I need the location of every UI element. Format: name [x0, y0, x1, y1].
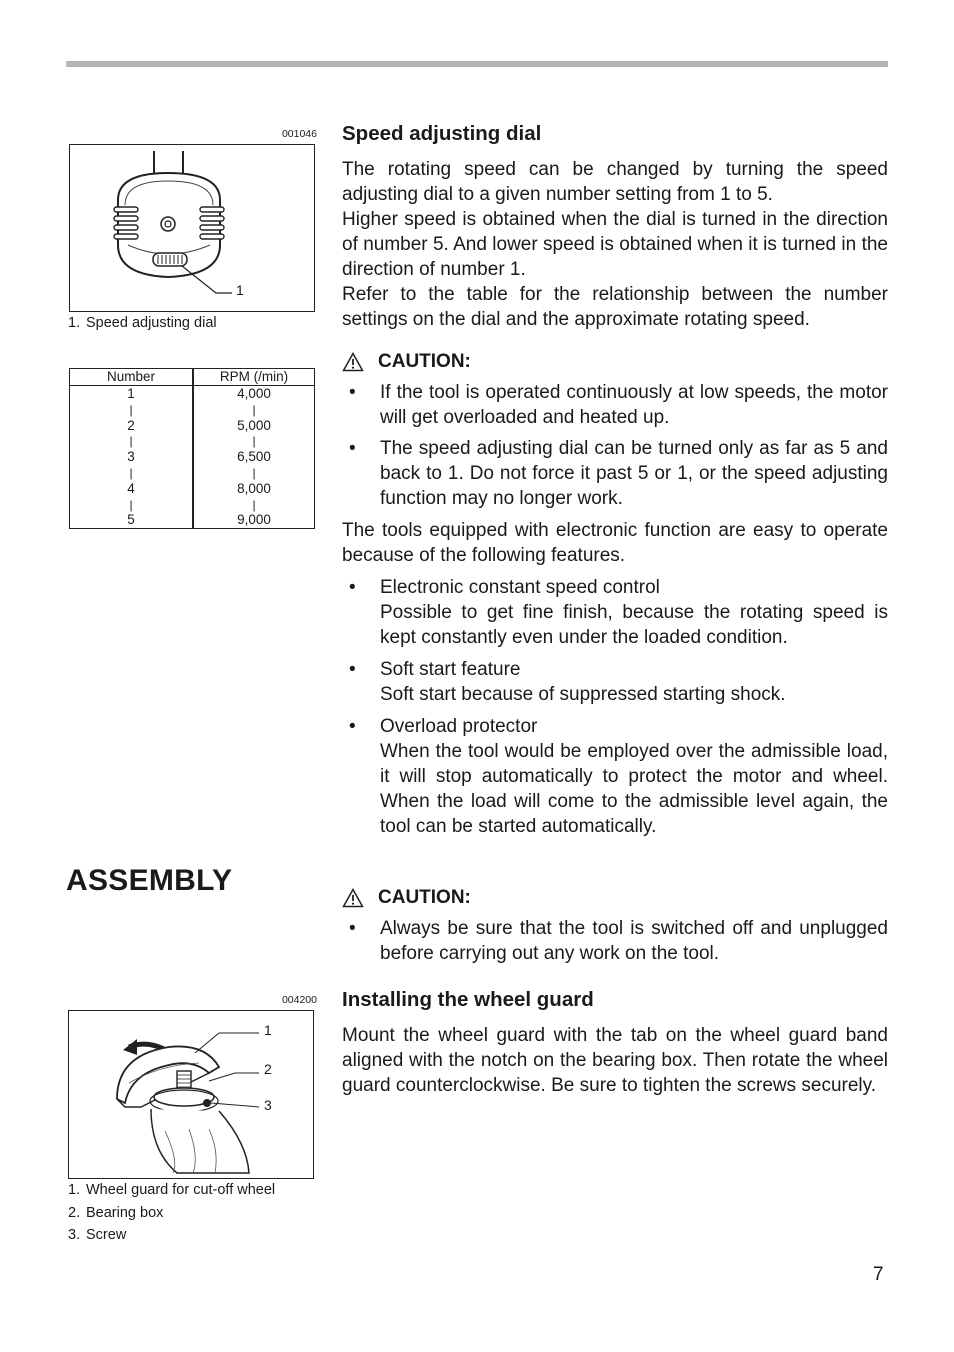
table-cell-number: 4 — [127, 480, 135, 496]
list-item: • Overload protector When the tool would be employed over the admissible load, it will stop automatically to protect the motor and wheel. When the load will come to the admissible level again, the tool can be started automatically. — [349, 716, 888, 837]
paragraph: Higher speed is obtained when the dial is turned in the direction of number 5. And lower speed is obtained when it is turned in the direction of number 1. — [342, 209, 888, 280]
rpm-table — [69, 368, 315, 529]
callout-1: 1 — [264, 1022, 272, 1038]
legend-item: 1. Speed adjusting dial — [68, 315, 217, 331]
caution-heading — [342, 887, 471, 909]
wheel-guard-illustration — [69, 1011, 312, 1177]
column-header-number: Number — [106, 369, 155, 384]
table-cell-rpm: 9,000 — [237, 512, 271, 528]
table-cell-number: 2 — [127, 417, 135, 433]
list-item: • Electronic constant speed control Possible to get fine finish, because the rotating speed is kept constantly even under the loaded condition. — [349, 577, 888, 648]
table-separator: | — [129, 434, 133, 449]
table-cell-number: 5 — [127, 512, 135, 528]
callout-2: 2 — [264, 1061, 272, 1077]
top-rule — [66, 61, 888, 67]
speed-dial-body — [342, 157, 888, 332]
wheel-guard-figure — [68, 1010, 314, 1179]
legend-item: 2. Bearing box — [68, 1204, 164, 1221]
table-cell-rpm: 5,000 — [237, 417, 271, 433]
table-cell-rpm: 8,000 — [237, 480, 271, 496]
table-separator: | — [129, 402, 133, 417]
wheel-guard-body: Mount the wheel guard with the tab on the wheel guard band aligned with the notch on the bearing box. Then rotate the wheel guard counterclockwise. Be sure to tighten the screws securely. — [342, 1025, 888, 1096]
caution-label: CAUTION: — [378, 887, 471, 908]
table-separator: | — [129, 497, 133, 512]
caution-heading — [342, 351, 471, 373]
legend-item: 1. Wheel guard for cut-off wheel — [68, 1182, 276, 1198]
figure1-legend — [68, 312, 217, 335]
callout-1: 1 — [236, 282, 244, 298]
warning-icon — [342, 352, 364, 372]
wheel-guard-heading: Installing the wheel guard — [342, 988, 594, 1011]
table-separator: | — [252, 434, 256, 449]
list-item: • If the tool is operated continuously at low speeds, the motor will get overloaded and heated up. — [349, 382, 888, 428]
figure-code: 001046 — [281, 128, 317, 140]
features-list — [342, 575, 888, 845]
table-cell-number: 1 — [127, 386, 135, 401]
callout-3: 3 — [264, 1097, 272, 1113]
grinder-rear-illustration — [70, 145, 313, 310]
legend-item: 3. Screw — [68, 1227, 127, 1243]
paragraph: The rotating speed can be changed by turning the speed adjusting dial to a given number setting from 1 to 5. — [342, 159, 888, 205]
list-item: • Soft start feature Soft start because of suppressed starting shock. — [349, 659, 786, 705]
list-item: • Always be sure that the tool is switched off and unplugged before carrying out any work on the tool. — [349, 918, 888, 964]
list-item: • The speed adjusting dial can be turned only as far as 5 and back to 1. Do not force it past 5 or 1, or the speed adjusting function may no longer work. — [349, 438, 888, 509]
figure-code: 004200 — [281, 994, 317, 1006]
paragraph: Refer to the table for the relationship between the number settings on the dial and the approximate rotating speed. — [342, 284, 888, 330]
assembly-caution-list — [342, 916, 888, 972]
table-cell-number: 3 — [127, 449, 135, 465]
table-separator: | — [252, 497, 256, 512]
speed-dial-heading: Speed adjusting dial — [342, 122, 542, 145]
page-number: 7 — [873, 1264, 884, 1285]
caution-label: CAUTION: — [378, 351, 471, 372]
table-separator: | — [252, 402, 256, 417]
figure2-legend — [68, 1179, 275, 1247]
table-cell-rpm: 4,000 — [237, 386, 271, 401]
features-intro: The tools equipped with electronic function are easy to operate because of the following features. — [342, 520, 888, 566]
warning-icon — [342, 888, 364, 908]
column-header-rpm: RPM (/min) — [219, 369, 289, 384]
table-separator: | — [129, 466, 133, 480]
speed-dial-figure — [69, 144, 315, 312]
table-cell-rpm: 6,500 — [237, 449, 271, 465]
assembly-heading: ASSEMBLY — [66, 864, 233, 897]
table-separator: | — [252, 466, 256, 480]
caution-list — [342, 380, 888, 517]
